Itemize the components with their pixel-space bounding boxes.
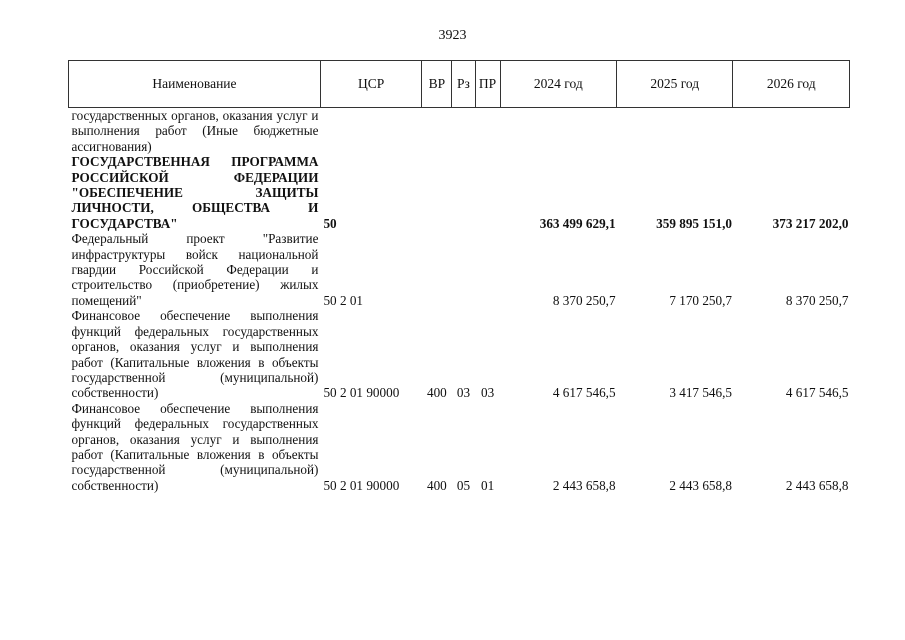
table-header-row — [69, 61, 850, 108]
header-2024: 2024 год — [500, 61, 616, 108]
row-name: Финансовое обеспечение выполнения функций федеральных государственных органов, оказания услуг и выполнения работ (Капитальные вложения в объекты государственной (муниципальной) собственности) — [71, 400, 319, 493]
row-name: государственных органов, оказания услуг и выполнения работ (Иные бюджетные ассигнования) — [71, 108, 319, 154]
table-row — [69, 401, 850, 493]
header-rz: Рз — [452, 61, 475, 108]
row-pr — [475, 108, 500, 155]
header-2025: 2025 год — [617, 61, 733, 108]
row-name: Финансовое обеспечение выполнения функций федеральных государственных органов, оказания услуг и выполнения работ (Капитальные вложения в объекты государственной (муниципальной) собственности) — [71, 308, 319, 401]
row-vr: 400 — [426, 477, 447, 493]
row-rz: 03 — [456, 385, 471, 401]
row-pr: 01 — [480, 477, 495, 493]
row-csr: 50 2 01 90000 — [323, 385, 400, 401]
row-pr — [475, 154, 500, 231]
row-2026: 4 617 546,5 — [785, 385, 849, 401]
row-2024: 4 617 546,5 — [552, 385, 616, 401]
table-row — [69, 108, 850, 155]
row-pr — [475, 231, 500, 308]
row-2024: 2 443 658,8 — [552, 477, 616, 493]
row-2024: 8 370 250,7 — [552, 292, 616, 308]
row-2025: 7 170 250,7 — [669, 292, 732, 308]
page-number: 3923 — [438, 28, 467, 43]
row-pr: 03 — [480, 385, 495, 401]
row-rz — [452, 154, 475, 231]
budget-table — [68, 60, 850, 493]
row-vr — [422, 154, 452, 231]
row-vr — [422, 108, 452, 155]
header-csr: ЦСР — [320, 61, 421, 108]
header-vr: ВР — [422, 61, 452, 108]
row-vr: 400 — [426, 385, 447, 401]
row-2025: 3 417 546,5 — [669, 385, 732, 401]
row-2025 — [617, 108, 733, 155]
row-2026: 8 370 250,7 — [785, 292, 849, 308]
row-2026 — [733, 108, 850, 155]
row-csr: 50 2 01 90000 — [323, 477, 400, 493]
row-rz — [452, 231, 475, 308]
row-csr: 50 — [323, 215, 337, 231]
row-name: Федеральный проект "Развитие инфраструктуры войск национальной гвардии Российской Федерации и строительство (приобретение) жилых помещений" — [71, 231, 319, 308]
row-vr — [422, 231, 452, 308]
row-2026: 2 443 658,8 — [785, 477, 849, 493]
header-pr: ПР — [475, 61, 500, 108]
header-2026: 2026 год — [733, 61, 850, 108]
header-name: Наименование — [69, 61, 321, 108]
table-row — [69, 308, 850, 400]
row-2025: 359 895 151,0 — [656, 215, 732, 231]
row-2026: 373 217 202,0 — [772, 215, 849, 231]
table-row — [69, 154, 850, 231]
row-rz: 05 — [456, 477, 471, 493]
row-2024: 363 499 629,1 — [539, 215, 616, 231]
row-2024 — [500, 108, 616, 155]
row-csr: 50 2 01 — [323, 292, 364, 308]
row-csr — [320, 108, 421, 155]
row-2025: 2 443 658,8 — [669, 477, 732, 493]
row-name: ГОСУДАРСТВЕННАЯ ПРОГРАММА РОССИЙСКОЙ ФЕДЕРАЦИИ "ОБЕСПЕЧЕНИЕ ЗАЩИТЫ ЛИЧНОСТИ, ОБЩЕСТВА И ГОСУДАРСТВА" — [71, 154, 319, 231]
table-row — [69, 231, 850, 308]
row-rz — [452, 108, 475, 155]
